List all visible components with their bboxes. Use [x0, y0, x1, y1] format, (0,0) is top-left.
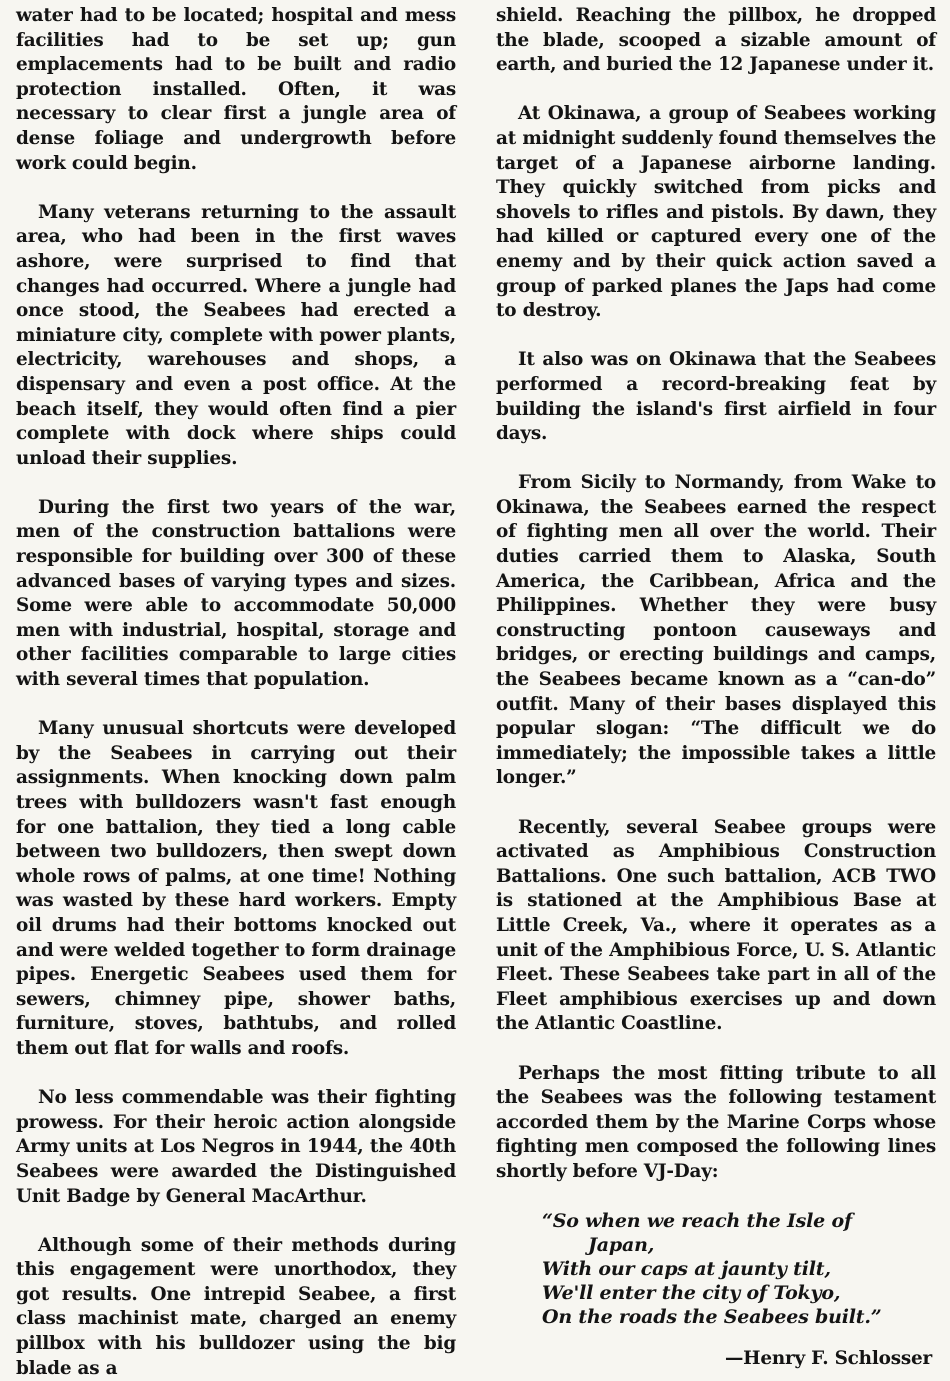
poem-line: With our caps at jaunty tilt,	[542, 1258, 831, 1281]
paragraph: During the first two years of the war, men of the construction battalions were responsible for building over 300 of these advanced bases of varying types and sizes. Some were able to accommodate 50,000 men with industrial, hospital, storage and other facilities comparable to large cities with several times that population.	[16, 496, 456, 691]
left-column	[16, 4, 456, 1379]
attribution: —Henry F. Schlosser	[724, 1348, 932, 1370]
paragraph: Many unusual shortcuts were developed by the Seabees in carrying out their assignments. When knocking down palm trees with bulldozers wasn't fast enough for one battalion, they tied a long cable between two bulldozers, then swept down whole rows of palms, at one time! Nothing was wasted by these hard workers. Empty oil drums had their bottoms knocked out and were welded together to form drainage pipes. Energetic Seabees used them for sewers, chimney pipe, shower baths, furniture, stoves, bathtubs, and rolled them out flat for walls and roofs.	[16, 718, 456, 1059]
right-column	[496, 4, 936, 1370]
poem-line: “So when we reach the Isle of	[542, 1210, 852, 1233]
poem-line: On the roads the Seabees built.”	[542, 1306, 882, 1329]
poem	[542, 1209, 936, 1329]
poem-line: Japan,	[588, 1234, 655, 1257]
paragraph: From Sicily to Normandy, from Wake to Okinawa, the Seabees earned the respect of fighting men all over the world. Their duties carried them to Alaska, South America, the Caribbean, Africa and the Philippines. Whether they were busy constructing pontoon causeways and bridges, or erecting buildings and camps, the Seabees became known as a “can-do” outfit. Many of their bases displayed this popular slogan: “The difficult we do immediately; the impossible takes a little longer.”	[496, 472, 936, 789]
paragraph: At Okinawa, a group of Seabees working at midnight suddenly found themselves the target of a Japanese airborne landing. They quickly switched from picks and shovels to rifles and pistols. By dawn, they had killed or captured every one of the enemy and by their quick action saved a group of parked planes the Japs had come to destroy.	[496, 103, 936, 322]
poem-line: We'll enter the city of Tokyo,	[542, 1282, 841, 1305]
paragraph: Many veterans returning to the assault area, who had been in the first waves ashore, were surprised to find that changes had occurred. Where a jungle had once stood, the Seabees had erected a miniature city, complete with power plants, electricity, warehouses and shops, a dispensary and even a post office. At the beach itself, they would often find a pier complete with dock where ships could unload their supplies.	[16, 201, 456, 469]
paragraph: Although some of their methods during this engagement were unorthodox, they got results. One intrepid Seabee, a first class machinist mate, charged an enemy pillbox with his bulldozer using the big blade as a	[16, 1234, 456, 1379]
paragraph-continued: water had to be located; hospital and mess facilities had to be set up; gun emplacements had to be built and radio protection installed. Often, it was necessary to clear first a jungle area of dense foliage and undergrowth before work could begin.	[16, 5, 456, 174]
paragraph: It also was on Okinawa that the Seabees performed a record-breaking feat by building the island's first airfield in four days.	[496, 349, 936, 445]
paragraph: Perhaps the most fitting tribute to all the Seabees was the following testament accorded them by the Marine Corps whose fighting men composed the following lines shortly before VJ-Day:	[496, 1062, 936, 1182]
paragraph: Recently, several Seabee groups were activated as Amphibious Construction Battalions. One such battalion, ACB TWO is stationed at the Amphibious Base at Little Creek, Va., where it operates as a unit of the Amphibious Force, U. S. Atlantic Fleet. These Seabees take part in all of the Fleet amphibious exercises up and down the Atlantic Coastline.	[496, 816, 936, 1035]
paragraph: No less commendable was their fighting prowess. For their heroic action alongside Army units at Los Negros in 1944, the 40th Seabees were awarded the Distinguished Unit Badge by General MacArthur.	[16, 1087, 456, 1207]
paragraph-continued: shield. Reaching the pillbox, he dropped the blade, scooped a sizable amount of earth, and buried the 12 Japanese under it.	[496, 5, 936, 76]
